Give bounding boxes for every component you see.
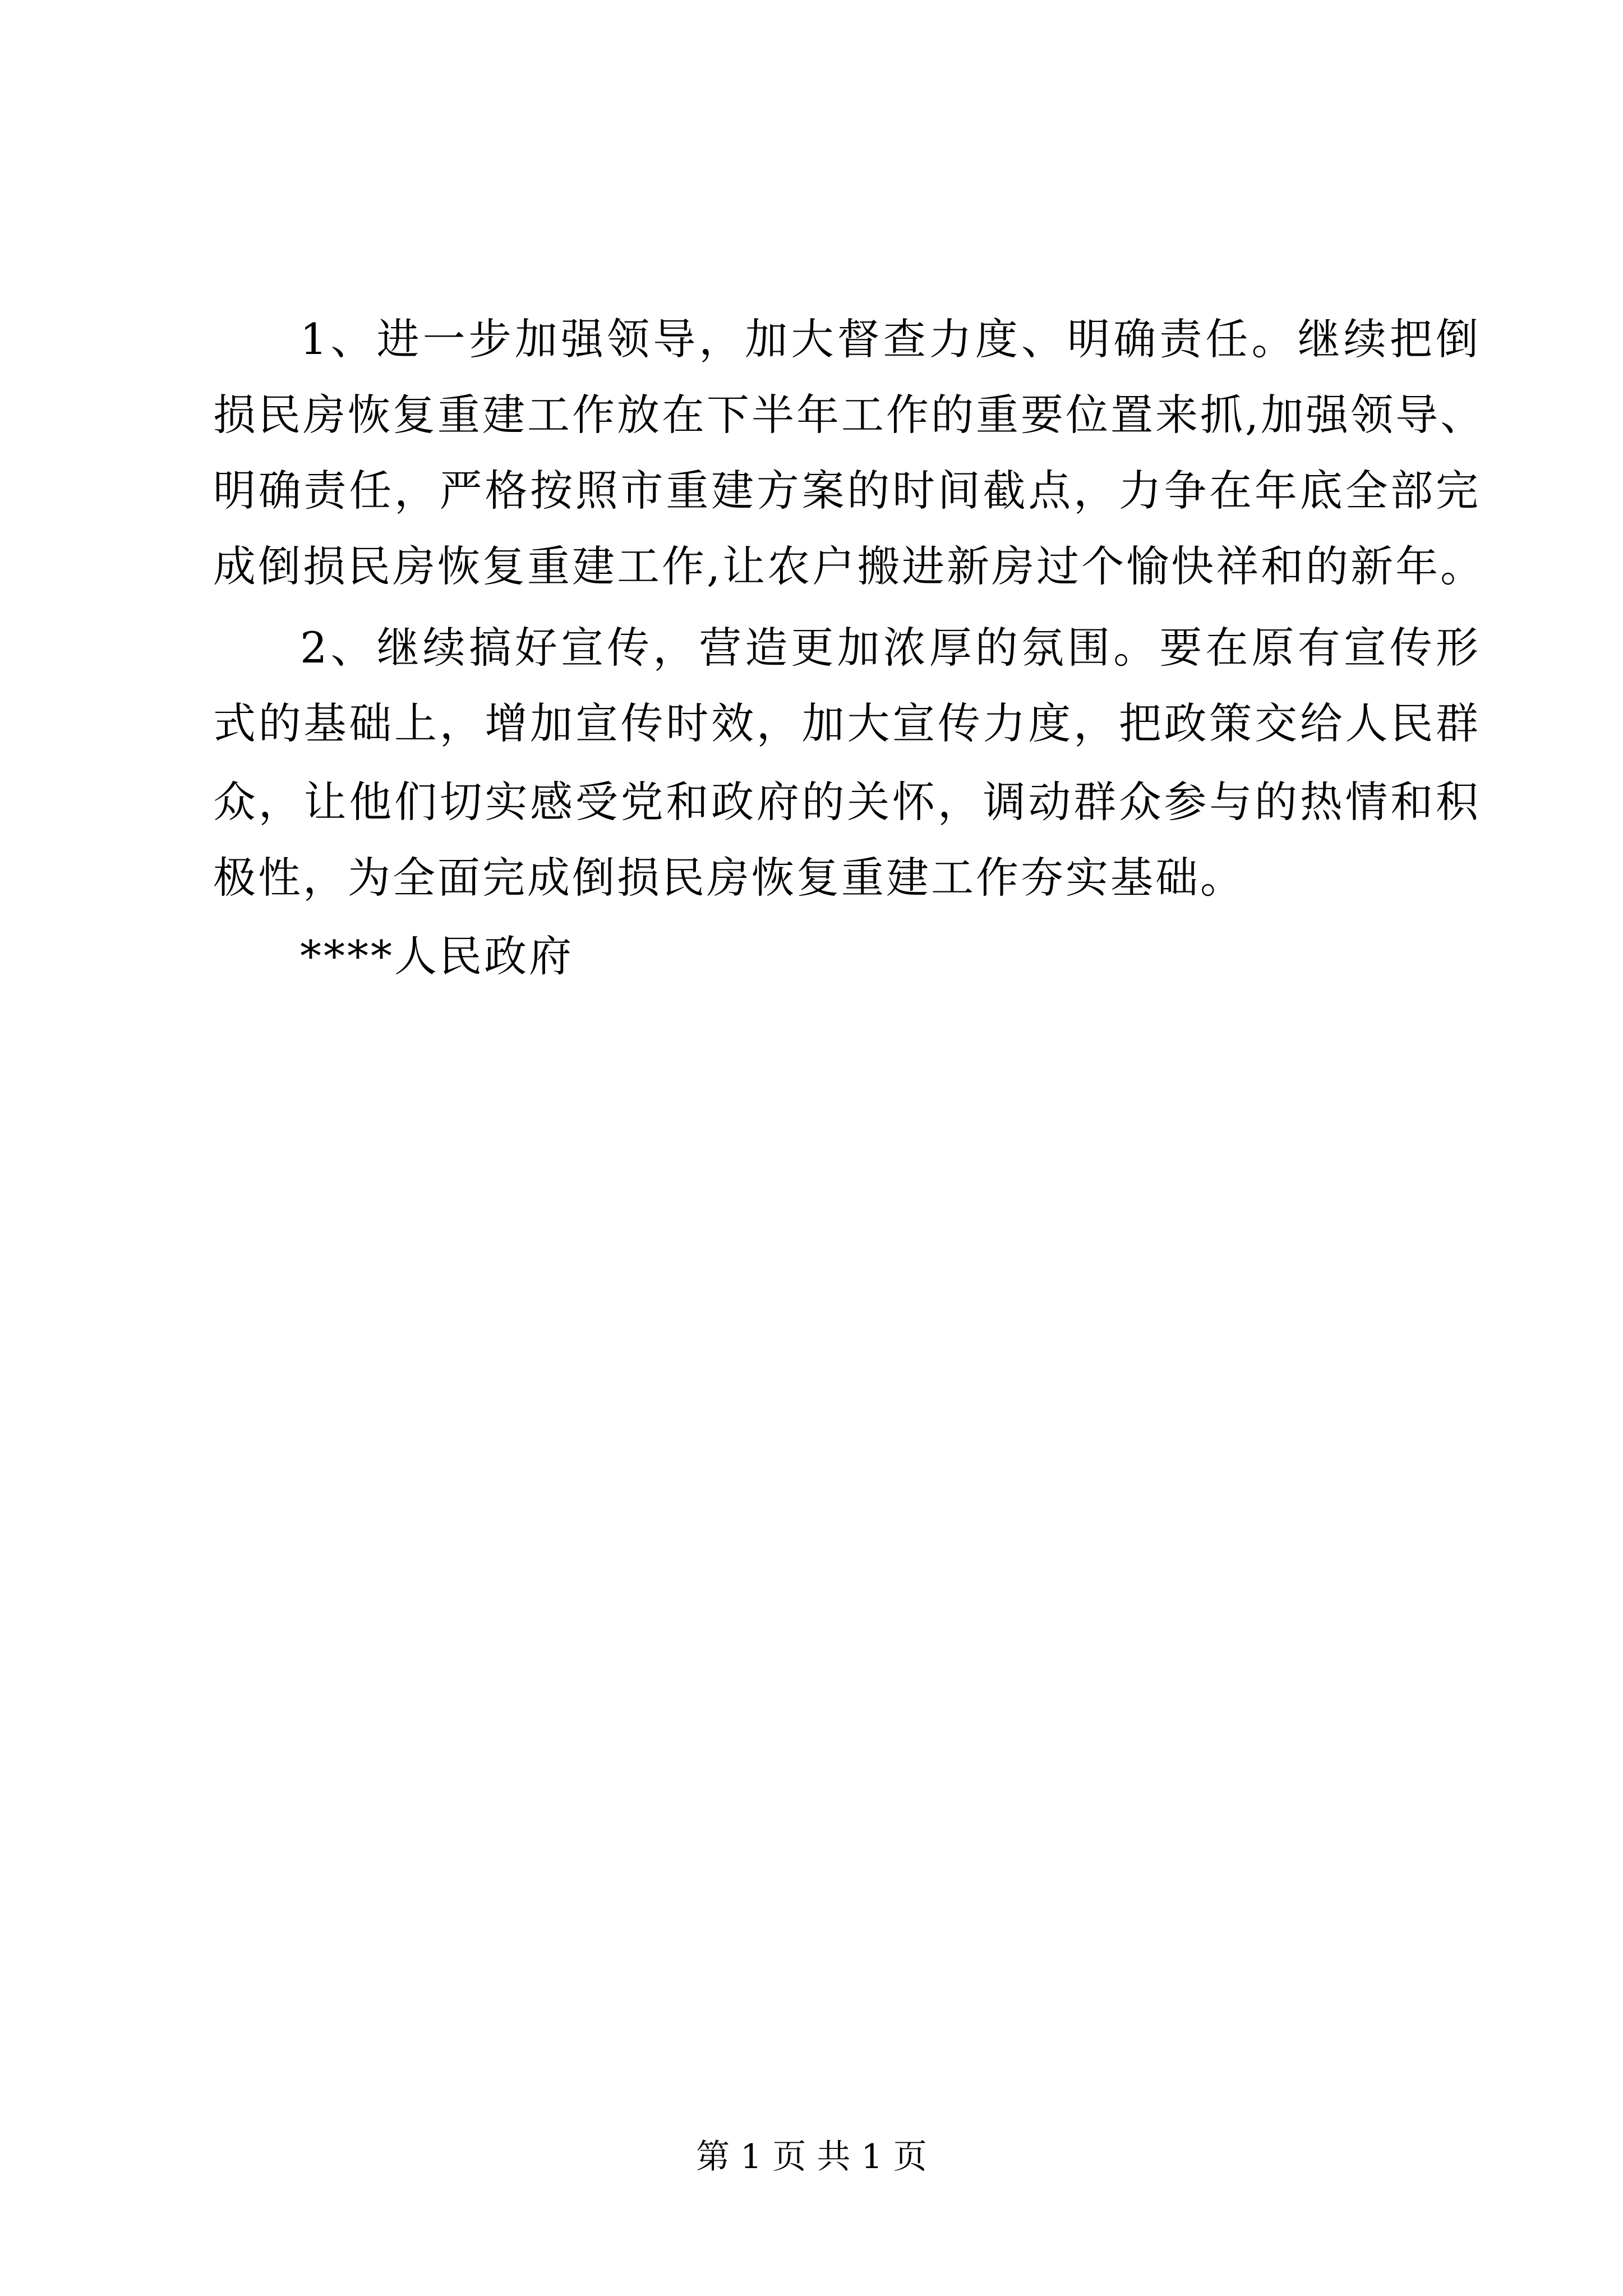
signature: ****人民政府 <box>300 931 574 981</box>
paragraph-2-line-1: 2、继续搞好宣传，营造更加浓厚的氛围。要在原有宣传形 <box>300 623 1481 673</box>
paragraph-1-line-3: 明确责任，严格按照市重建方案的时间截点，力争在年底全部完 <box>213 466 1481 516</box>
paragraph-2-line-3: 众，让他们切实感受党和政府的关怀，调动群众参与的热情和积 <box>213 777 1481 827</box>
paragraph-1-line-1: 1、进一步加强领导，加大督查力度、明确责任。继续把倒 <box>300 314 1481 364</box>
paragraph-1-line-4: 成倒损民房恢复重建工作,让农户搬进新房过个愉快祥和的新年。 <box>213 541 1486 591</box>
page-number-footer: 第 1 页 共 1 页 <box>696 2137 927 2177</box>
paragraph-2-line-2: 式的基础上，增加宣传时效，加大宣传力度，把政策交给人民群 <box>213 698 1481 748</box>
paragraph-2-line-4: 极性，为全面完成倒损民房恢复重建工作夯实基础。 <box>213 853 1245 903</box>
paragraph-1-line-2: 损民房恢复重建工作放在下半年工作的重要位置来抓,加强领导、 <box>213 390 1486 440</box>
